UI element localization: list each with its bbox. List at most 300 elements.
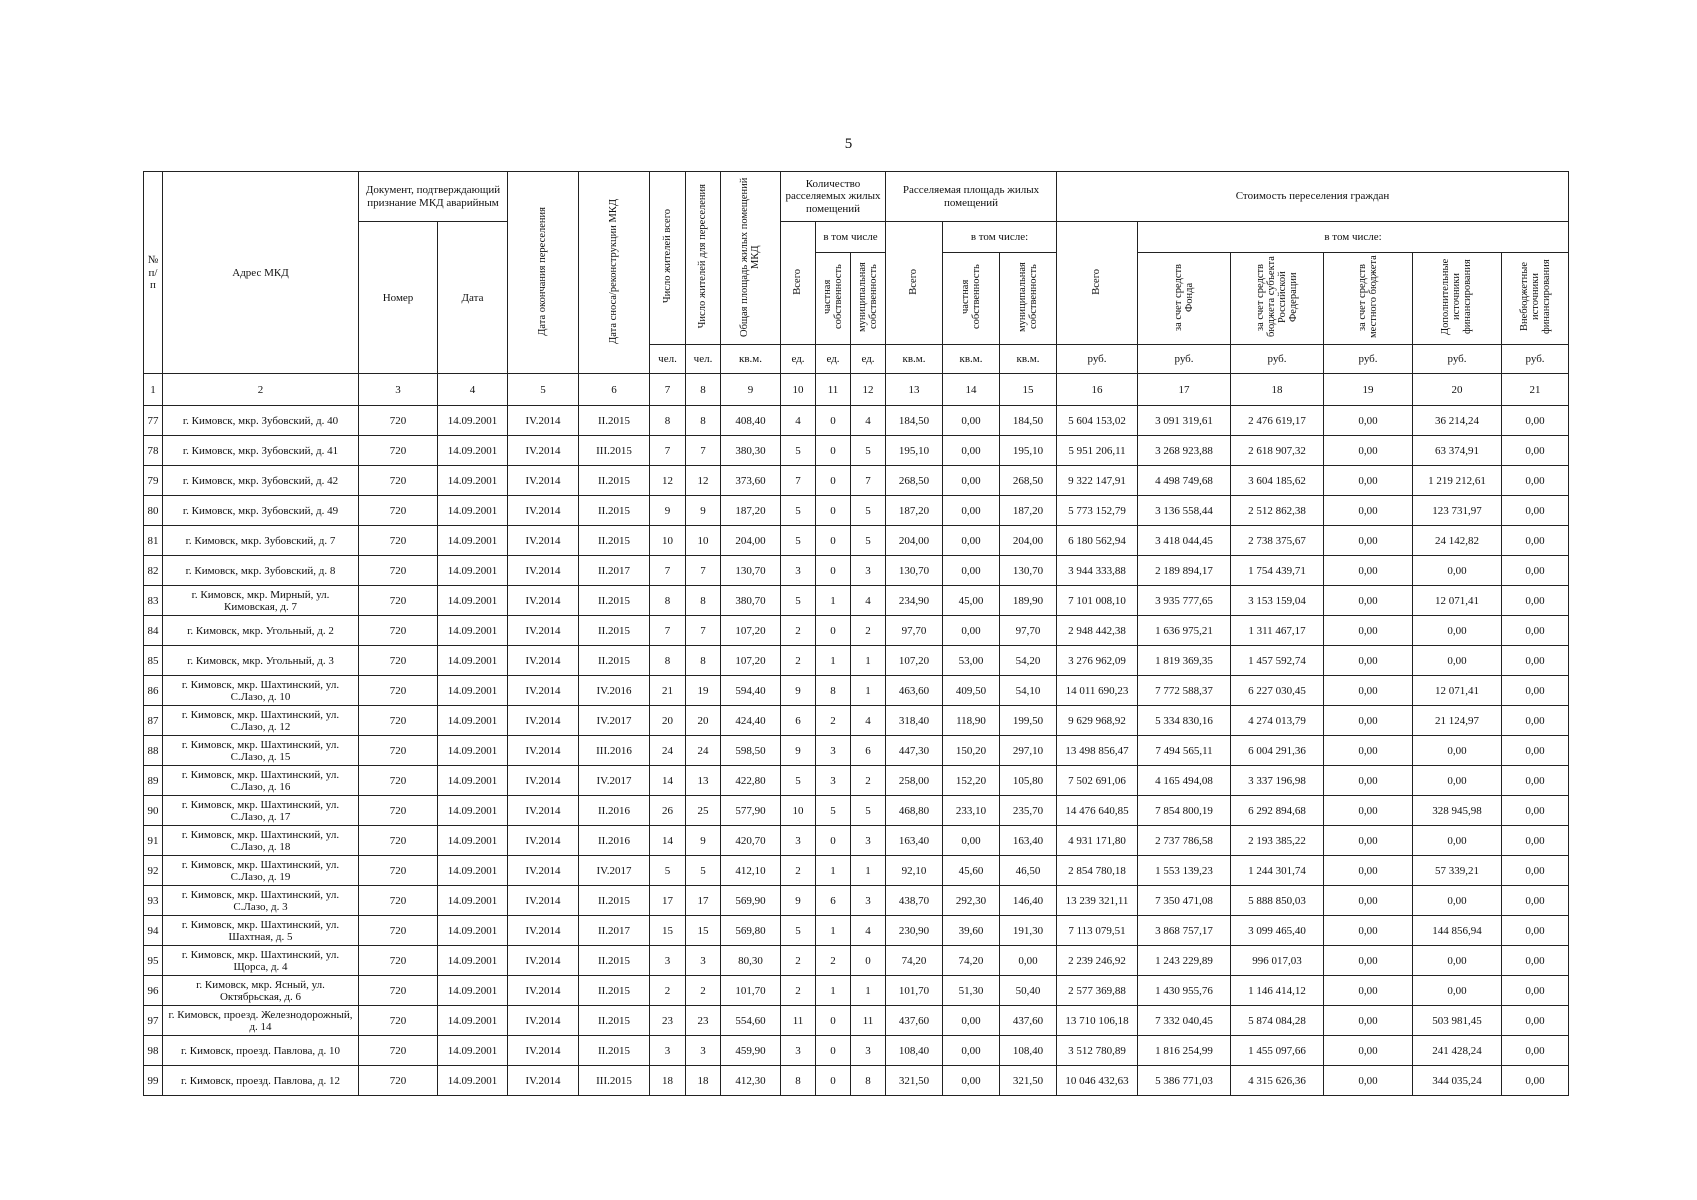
data-cell: 7 <box>686 556 721 586</box>
data-cell: 720 <box>359 556 438 586</box>
data-cell: 39,60 <box>943 916 1000 946</box>
data-cell: 3 337 196,98 <box>1231 766 1324 796</box>
data-cell: 8 <box>781 1066 816 1096</box>
data-cell: 187,20 <box>721 496 781 526</box>
data-cell: 123 731,97 <box>1413 496 1502 526</box>
data-cell: 2 <box>781 946 816 976</box>
data-cell: 45,00 <box>943 586 1000 616</box>
data-cell: 5 <box>781 436 816 466</box>
data-cell: 0,00 <box>1324 496 1413 526</box>
data-cell: 24 <box>686 736 721 766</box>
data-cell: 4 498 749,68 <box>1138 466 1231 496</box>
data-cell: 204,00 <box>1000 526 1057 556</box>
table-row <box>144 496 1569 526</box>
data-cell: 107,20 <box>721 646 781 676</box>
data-cell: 0 <box>816 406 851 436</box>
data-cell: 12 071,41 <box>1413 586 1502 616</box>
data-cell: 720 <box>359 436 438 466</box>
data-cell: 3 276 962,09 <box>1057 646 1138 676</box>
data-cell: 8 <box>650 406 686 436</box>
table-row <box>144 796 1569 826</box>
data-cell: 0,00 <box>1502 886 1569 916</box>
data-cell: 268,50 <box>886 466 943 496</box>
data-cell: 14.09.2001 <box>438 916 508 946</box>
header-area-municipal: муниципальная собственность <box>1000 253 1057 345</box>
data-cell: 2 854 780,18 <box>1057 856 1138 886</box>
data-cell: II.2015 <box>579 406 650 436</box>
data-cell: 0 <box>816 496 851 526</box>
row-number-cell: 78 <box>144 436 163 466</box>
data-cell: 2 <box>686 976 721 1006</box>
data-cell: 5 <box>686 856 721 886</box>
data-cell: 63 374,91 <box>1413 436 1502 466</box>
data-cell: 6 180 562,94 <box>1057 526 1138 556</box>
data-cell: 0,00 <box>1413 886 1502 916</box>
data-cell: 8 <box>816 676 851 706</box>
data-cell: 0,00 <box>1413 976 1502 1006</box>
data-cell: 24 142,82 <box>1413 526 1502 556</box>
data-cell: 3 868 757,17 <box>1138 916 1231 946</box>
unit-cell: руб. <box>1231 345 1324 374</box>
data-cell: 3 <box>851 1036 886 1066</box>
data-cell: 9 322 147,91 <box>1057 466 1138 496</box>
address-cell: г. Кимовск, мкр. Шахтинский, ул. Щорса, д. 4 <box>163 946 359 976</box>
data-cell: 996 017,03 <box>1231 946 1324 976</box>
data-cell: 17 <box>650 886 686 916</box>
data-cell: 5 <box>650 856 686 886</box>
data-cell: 5 <box>781 496 816 526</box>
data-cell: IV.2017 <box>579 766 650 796</box>
unit-cell: чел. <box>650 345 686 374</box>
data-cell: 10 <box>650 526 686 556</box>
data-cell: 2 239 246,92 <box>1057 946 1138 976</box>
data-cell: 0,00 <box>1324 856 1413 886</box>
data-cell: 2 577 369,88 <box>1057 976 1138 1006</box>
data-cell: 14.09.2001 <box>438 436 508 466</box>
address-cell: г. Кимовск, мкр. Шахтинский, ул. С.Лазо, д. 15 <box>163 736 359 766</box>
data-cell: II.2015 <box>579 1006 650 1036</box>
column-number-cell: 19 <box>1324 374 1413 406</box>
column-number-cell: 13 <box>886 374 943 406</box>
data-cell: IV.2014 <box>508 406 579 436</box>
data-cell: 0,00 <box>1502 586 1569 616</box>
data-cell: 199,50 <box>1000 706 1057 736</box>
data-cell: 720 <box>359 736 438 766</box>
header-count-private: частная собственность <box>816 253 851 345</box>
data-cell: 1 <box>816 976 851 1006</box>
data-cell: 1 <box>851 856 886 886</box>
unit-cell: руб. <box>1502 345 1569 374</box>
data-cell: 2 <box>816 946 851 976</box>
unit-cell: ед. <box>816 345 851 374</box>
data-cell: 10 <box>781 796 816 826</box>
row-number-cell: 96 <box>144 976 163 1006</box>
data-cell: 14.09.2001 <box>438 736 508 766</box>
header-area-incl: в том числе: <box>943 222 1057 253</box>
data-cell: 5 951 206,11 <box>1057 436 1138 466</box>
data-cell: IV.2014 <box>508 796 579 826</box>
data-cell: III.2016 <box>579 736 650 766</box>
data-cell: 233,10 <box>943 796 1000 826</box>
data-cell: 144 856,94 <box>1413 916 1502 946</box>
row-number-cell: 97 <box>144 1006 163 1036</box>
resettlement-table <box>143 171 1569 1096</box>
data-cell: II.2015 <box>579 466 650 496</box>
data-cell: 0 <box>816 616 851 646</box>
address-cell: г. Кимовск, мкр. Шахтинский, ул. Шахтная, д. 5 <box>163 916 359 946</box>
table-row <box>144 646 1569 676</box>
data-cell: 2 <box>781 646 816 676</box>
data-cell: 5 <box>781 526 816 556</box>
address-cell: г. Кимовск, мкр. Зубовский, д. 40 <box>163 406 359 436</box>
data-cell: 184,50 <box>1000 406 1057 436</box>
data-cell: 187,20 <box>886 496 943 526</box>
row-number-cell: 84 <box>144 616 163 646</box>
header-residents-resettle: Число жителей для переселения <box>686 172 721 345</box>
data-cell: 420,70 <box>721 826 781 856</box>
data-cell: 14.09.2001 <box>438 826 508 856</box>
data-cell: 720 <box>359 826 438 856</box>
unit-cell: кв.м. <box>1000 345 1057 374</box>
data-cell: 17 <box>686 886 721 916</box>
data-cell: 4 315 626,36 <box>1231 1066 1324 1096</box>
data-cell: 720 <box>359 796 438 826</box>
data-cell: IV.2017 <box>579 706 650 736</box>
column-number-cell: 8 <box>686 374 721 406</box>
data-cell: 10 046 432,63 <box>1057 1066 1138 1096</box>
data-cell: 13 <box>686 766 721 796</box>
data-cell: II.2016 <box>579 796 650 826</box>
data-cell: 24 <box>650 736 686 766</box>
data-cell: 0,00 <box>943 556 1000 586</box>
data-cell: 2 737 786,58 <box>1138 826 1231 856</box>
table-row <box>144 466 1569 496</box>
unit-cell: кв.м. <box>943 345 1000 374</box>
data-cell: IV.2014 <box>508 1006 579 1036</box>
column-number-cell: 10 <box>781 374 816 406</box>
data-cell: 424,40 <box>721 706 781 736</box>
data-cell: 318,40 <box>886 706 943 736</box>
data-cell: 14.09.2001 <box>438 466 508 496</box>
address-cell: г. Кимовск, мкр. Зубовский, д. 8 <box>163 556 359 586</box>
table-row <box>144 556 1569 586</box>
address-cell: г. Кимовск, мкр. Зубовский, д. 7 <box>163 526 359 556</box>
data-cell: 0,00 <box>943 406 1000 436</box>
data-cell: 0,00 <box>1324 1066 1413 1096</box>
data-cell: 7 <box>686 436 721 466</box>
data-cell: 1 <box>816 856 851 886</box>
row-number-cell: 98 <box>144 1036 163 1066</box>
data-cell: 409,50 <box>943 676 1000 706</box>
data-cell: IV.2014 <box>508 1036 579 1066</box>
row-number-cell: 99 <box>144 1066 163 1096</box>
data-cell: 292,30 <box>943 886 1000 916</box>
data-cell: II.2015 <box>579 886 650 916</box>
column-number-cell: 12 <box>851 374 886 406</box>
data-cell: IV.2014 <box>508 856 579 886</box>
data-cell: 8 <box>851 1066 886 1096</box>
data-cell: 7 101 008,10 <box>1057 586 1138 616</box>
data-cell: 11 <box>851 1006 886 1036</box>
header-address: Адрес МКД <box>163 172 359 374</box>
data-cell: 0,00 <box>1502 646 1569 676</box>
data-cell: IV.2014 <box>508 676 579 706</box>
data-cell: 437,60 <box>1000 1006 1057 1036</box>
data-cell: 2 <box>851 616 886 646</box>
data-cell: 15 <box>686 916 721 946</box>
column-number-cell: 9 <box>721 374 781 406</box>
data-cell: 258,00 <box>886 766 943 796</box>
unit-cell: руб. <box>1138 345 1231 374</box>
unit-cell: кв.м. <box>721 345 781 374</box>
data-cell: IV.2014 <box>508 706 579 736</box>
row-number-cell: 79 <box>144 466 163 496</box>
address-cell: г. Кимовск, мкр. Зубовский, д. 42 <box>163 466 359 496</box>
data-cell: II.2016 <box>579 826 650 856</box>
data-cell: 0,00 <box>1324 976 1413 1006</box>
data-cell: 14.09.2001 <box>438 616 508 646</box>
header-residents-total: Число жителей всего <box>650 172 686 345</box>
data-cell: IV.2017 <box>579 856 650 886</box>
data-cell: 14.09.2001 <box>438 586 508 616</box>
data-cell: 195,10 <box>1000 436 1057 466</box>
data-cell: 36 214,24 <box>1413 406 1502 436</box>
data-cell: 0,00 <box>1502 1006 1569 1036</box>
data-cell: 0 <box>816 466 851 496</box>
data-cell: 0,00 <box>1324 706 1413 736</box>
data-cell: II.2015 <box>579 586 650 616</box>
data-cell: 1 <box>851 646 886 676</box>
data-cell: IV.2014 <box>508 1066 579 1096</box>
data-cell: 0,00 <box>1324 676 1413 706</box>
data-cell: 53,00 <box>943 646 1000 676</box>
address-cell: г. Кимовск, проезд. Железнодорожный, д. 14 <box>163 1006 359 1036</box>
data-cell: 5 888 850,03 <box>1231 886 1324 916</box>
data-cell: 163,40 <box>1000 826 1057 856</box>
data-cell: 0 <box>816 526 851 556</box>
row-number-cell: 92 <box>144 856 163 886</box>
data-cell: 0,00 <box>1502 916 1569 946</box>
row-number-cell: 86 <box>144 676 163 706</box>
data-cell: 187,20 <box>1000 496 1057 526</box>
data-cell: 5 <box>851 796 886 826</box>
data-cell: 23 <box>650 1006 686 1036</box>
data-cell: 9 <box>686 496 721 526</box>
header-demolition: Дата сноса/реконструкции МКД <box>579 172 650 374</box>
data-cell: 11 <box>781 1006 816 1036</box>
row-number-cell: 93 <box>144 886 163 916</box>
data-cell: 130,70 <box>721 556 781 586</box>
data-cell: 0,00 <box>1413 646 1502 676</box>
data-cell: 4 931 171,80 <box>1057 826 1138 856</box>
data-cell: 14 476 640,85 <box>1057 796 1138 826</box>
data-cell: 97,70 <box>886 616 943 646</box>
data-cell: 9 <box>781 676 816 706</box>
data-cell: 14.09.2001 <box>438 796 508 826</box>
data-cell: 14.09.2001 <box>438 766 508 796</box>
data-cell: IV.2014 <box>508 946 579 976</box>
data-cell: 720 <box>359 1066 438 1096</box>
data-cell: 57 339,21 <box>1413 856 1502 886</box>
data-cell: 14 011 690,23 <box>1057 676 1138 706</box>
page-number: 5 <box>844 136 853 152</box>
data-cell: 0,00 <box>1413 766 1502 796</box>
data-cell: 15 <box>650 916 686 946</box>
header-cost-group: Стоимость переселения граждан <box>1057 172 1569 222</box>
data-cell: 14 <box>650 826 686 856</box>
data-cell: 720 <box>359 1036 438 1066</box>
data-cell: 26 <box>650 796 686 826</box>
data-cell: 6 <box>851 736 886 766</box>
data-cell: 191,30 <box>1000 916 1057 946</box>
data-cell: 0 <box>816 1006 851 1036</box>
data-cell: 1 219 212,61 <box>1413 466 1502 496</box>
row-number-cell: 85 <box>144 646 163 676</box>
data-cell: 7 502 691,06 <box>1057 766 1138 796</box>
column-number-cell: 3 <box>359 374 438 406</box>
data-cell: 422,80 <box>721 766 781 796</box>
data-cell: 14.09.2001 <box>438 886 508 916</box>
data-cell: 0,00 <box>1502 946 1569 976</box>
header-cost-local: за счет средств местного бюджета <box>1324 253 1413 345</box>
data-cell: 3 604 185,62 <box>1231 466 1324 496</box>
data-cell: 3 268 923,88 <box>1138 436 1231 466</box>
data-cell: 2 193 385,22 <box>1231 826 1324 856</box>
data-cell: 0,00 <box>943 1036 1000 1066</box>
data-cell: 0,00 <box>943 616 1000 646</box>
data-cell: 3 <box>686 1036 721 1066</box>
data-cell: 3 <box>816 736 851 766</box>
data-cell: 204,00 <box>886 526 943 556</box>
data-cell: 3 418 044,45 <box>1138 526 1231 556</box>
data-cell: 0,00 <box>943 1006 1000 1036</box>
data-cell: 1 <box>816 646 851 676</box>
data-cell: 14.09.2001 <box>438 706 508 736</box>
table-row <box>144 826 1569 856</box>
column-number-row <box>144 374 1569 406</box>
data-cell: 146,40 <box>1000 886 1057 916</box>
data-cell: 0,00 <box>1502 616 1569 646</box>
data-cell: 268,50 <box>1000 466 1057 496</box>
data-cell: 9 <box>686 826 721 856</box>
table-row <box>144 616 1569 646</box>
data-cell: 21 <box>650 676 686 706</box>
data-cell: 7 <box>650 616 686 646</box>
data-cell: 0,00 <box>1324 466 1413 496</box>
data-cell: 2 <box>851 766 886 796</box>
header-cost-extrabudget: Внебюджетные источники финансирования <box>1502 253 1569 345</box>
data-cell: 92,10 <box>886 856 943 886</box>
data-cell: IV.2014 <box>508 496 579 526</box>
data-cell: 1 <box>851 676 886 706</box>
data-cell: 503 981,45 <box>1413 1006 1502 1036</box>
header-doc-date: Дата <box>438 222 508 374</box>
data-cell: 0,00 <box>1324 736 1413 766</box>
data-cell: 1 <box>816 586 851 616</box>
address-cell: г. Кимовск, проезд. Павлова, д. 12 <box>163 1066 359 1096</box>
data-cell: 13 239 321,11 <box>1057 886 1138 916</box>
column-number-cell: 5 <box>508 374 579 406</box>
data-cell: 14.09.2001 <box>438 406 508 436</box>
data-cell: 20 <box>686 706 721 736</box>
data-cell: 8 <box>650 586 686 616</box>
data-cell: 189,90 <box>1000 586 1057 616</box>
data-cell: II.2015 <box>579 1036 650 1066</box>
header-count-municipal: муниципальная собственность <box>851 253 886 345</box>
data-cell: IV.2014 <box>508 526 579 556</box>
data-cell: 594,40 <box>721 676 781 706</box>
header-total-area: Общая площадь жилых помещений МКД <box>721 172 781 345</box>
data-cell: 720 <box>359 616 438 646</box>
data-cell: IV.2014 <box>508 826 579 856</box>
data-cell: 412,10 <box>721 856 781 886</box>
unit-cell: руб. <box>1413 345 1502 374</box>
data-cell: 720 <box>359 976 438 1006</box>
data-cell: 0,00 <box>1000 946 1057 976</box>
address-cell: г. Кимовск, мкр. Ясный, ул. Октябрьская, д. 6 <box>163 976 359 1006</box>
data-cell: 3 <box>650 946 686 976</box>
table-row <box>144 676 1569 706</box>
data-cell: 720 <box>359 496 438 526</box>
row-number-cell: 83 <box>144 586 163 616</box>
data-cell: 5 <box>781 766 816 796</box>
data-cell: 3 512 780,89 <box>1057 1036 1138 1066</box>
unit-cell: чел. <box>686 345 721 374</box>
data-cell: 0,00 <box>1324 1036 1413 1066</box>
data-cell: 50,40 <box>1000 976 1057 1006</box>
data-cell: 14 <box>650 766 686 796</box>
data-cell: 0,00 <box>1502 736 1569 766</box>
data-cell: IV.2014 <box>508 646 579 676</box>
data-cell: 6 <box>781 706 816 736</box>
data-cell: 0 <box>816 1036 851 1066</box>
data-cell: 8 <box>686 586 721 616</box>
data-cell: 107,20 <box>886 646 943 676</box>
data-cell: 51,30 <box>943 976 1000 1006</box>
data-cell: 0,00 <box>1413 556 1502 586</box>
data-cell: 720 <box>359 706 438 736</box>
header-cost-fund: за счет средств Фонда <box>1138 253 1231 345</box>
data-cell: 1 636 975,21 <box>1138 616 1231 646</box>
address-cell: г. Кимовск, мкр. Шахтинский, ул. С.Лазо, д. 10 <box>163 676 359 706</box>
data-cell: 0,00 <box>943 496 1000 526</box>
header-area-group: Расселяемая площадь жилых помещений <box>886 172 1057 222</box>
data-cell: IV.2014 <box>508 586 579 616</box>
data-cell: 447,30 <box>886 736 943 766</box>
data-cell: 344 035,24 <box>1413 1066 1502 1096</box>
data-cell: 1 754 439,71 <box>1231 556 1324 586</box>
data-cell: 74,20 <box>886 946 943 976</box>
row-number-cell: 94 <box>144 916 163 946</box>
unit-cell: кв.м. <box>886 345 943 374</box>
data-cell: 598,50 <box>721 736 781 766</box>
data-cell: 3 <box>851 556 886 586</box>
data-cell: 8 <box>650 646 686 676</box>
data-cell: 3 153 159,04 <box>1231 586 1324 616</box>
table-row <box>144 856 1569 886</box>
data-cell: 1 816 254,99 <box>1138 1036 1231 1066</box>
data-cell: 54,20 <box>1000 646 1057 676</box>
data-cell: II.2015 <box>579 496 650 526</box>
data-cell: 577,90 <box>721 796 781 826</box>
row-number-cell: 77 <box>144 406 163 436</box>
data-cell: 0,00 <box>1502 556 1569 586</box>
table-row <box>144 976 1569 1006</box>
data-cell: 0,00 <box>1413 736 1502 766</box>
data-cell: 130,70 <box>1000 556 1057 586</box>
data-cell: 1 430 955,76 <box>1138 976 1231 1006</box>
data-cell: 9 <box>781 886 816 916</box>
